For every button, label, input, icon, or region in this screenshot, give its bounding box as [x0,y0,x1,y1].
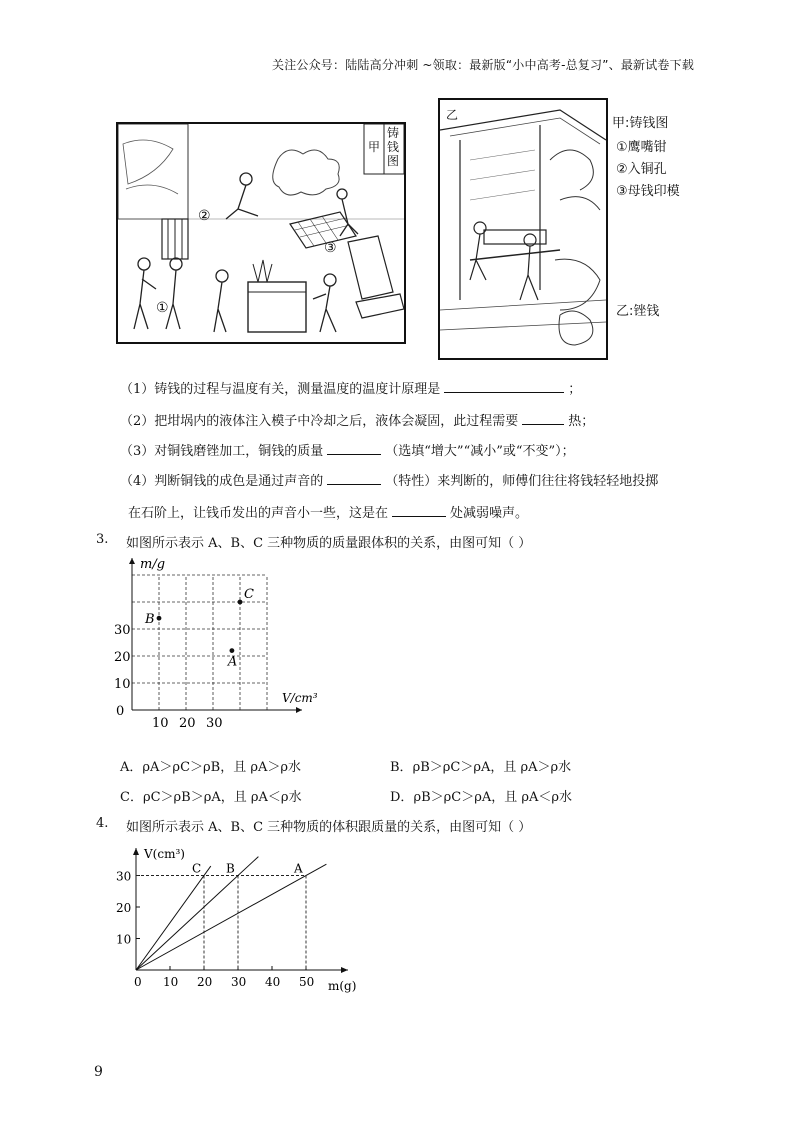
page-header: 关注公众号：陆陆高分冲刺 ~领取：最新版“小中高考-总复习”、最新试卷下载 [272,58,695,72]
q3-stem: 如图所示表示 A、B、C 三种物质的质量跟体积的关系，由图可知（ ） [126,536,532,551]
x-axis-label: V/cm³ [282,691,318,705]
legend-item-2: ②入铜孔 [616,162,667,177]
data-label-c: C [244,587,254,602]
x-tick-label: 40 [265,975,281,989]
x-tick-label: 10 [163,975,179,989]
q4-number: 4. [96,816,109,831]
legend-item-1: ①鹰嘴钳 [616,140,667,155]
casting-illustration [116,122,406,344]
q2-item-5: 在石阶上，让钱币发出的声音小一些，这是在 处减弱噪声。 [128,502,528,521]
q2-item-3: （3）对铜钱磨锉加工，铜钱的质量 （选填“增大”“减小”或“不变”）； [120,440,575,459]
illustration-corner-label: 甲 [368,140,381,154]
data-point-b [157,616,162,621]
illustration-mark-2: ② [198,208,211,224]
y-tick-label: 30 [114,623,131,638]
answer-blank[interactable] [392,503,446,517]
q2-item-2: （2）把坩埚内的液体注入模子中冷却之后，液体会凝固，此过程需要 热； [120,410,594,429]
y-axis-label: V(cm³) [144,847,185,861]
illustration-mark-3: ③ [324,240,337,256]
x-tick-label: 20 [197,975,213,989]
data-point-a [230,648,235,653]
y-axis-label: m/g [140,557,166,572]
legend-bottom: 乙:锉钱 [616,304,660,319]
y-tick-label: 20 [114,650,131,665]
filing-illustration [438,98,608,360]
series-line-c [136,866,211,970]
legend-item-3: ③母钱印模 [616,184,680,199]
x-tick-label: 10 [152,716,169,731]
series-line-a [136,861,326,970]
q4-stem: 如图所示表示 A、B、C 三种物质的体积跟质量的关系，由图可知（ ） [126,820,532,835]
y-tick-label: 20 [116,901,132,915]
x-tick-label: 30 [231,975,247,989]
filing-scene [440,100,606,358]
data-point-c [238,600,243,605]
y-axis-arrow [129,558,135,564]
answer-blank[interactable] [327,471,381,485]
y-tick-label: 30 [116,869,132,884]
mass-volume-chart [110,552,350,732]
q3-number: 3. [96,532,109,547]
answer-blank[interactable] [444,379,564,393]
q2-item-1: （1）铸钱的过程与温度有关，测量温度的温度计原理是 ； [120,378,581,397]
q3-option-b[interactable]: B．ρB＞ρC＞ρA，且 ρA＞ρ水 [390,760,572,775]
page-number: 9 [94,1064,103,1080]
origin-label: 0 [134,975,142,989]
series-label-c: C [192,861,202,876]
data-label-a: A [227,654,238,670]
illustration-mark-1: ① [156,300,169,316]
y-axis-arrow [133,848,139,855]
x-tick-label: 50 [299,975,315,989]
q3-option-d[interactable]: D．ρB＞ρC＞ρA，且 ρA＜ρ水 [390,790,573,805]
answer-blank[interactable] [327,441,381,455]
x-tick-label: 30 [206,716,223,731]
illustration-title: 铸钱图 [387,126,400,168]
illustration-corner-label-right: 乙 [446,108,459,122]
answer-blank[interactable] [522,411,564,425]
x-axis-label: m(g) [328,979,357,993]
data-label-b: B [145,612,155,628]
q3-option-a[interactable]: A．ρA＞ρC＞ρB，且 ρA＞ρ水 [120,760,302,775]
series-label-a: A [294,861,303,876]
volume-mass-chart [108,840,378,1000]
x-axis-arrow [296,707,302,713]
q2-item-4: （4）判断铜钱的成色是通过声音的 （特性）来判断的，师傅们往往将钱轻轻地投掷 [120,470,658,489]
x-axis-arrow [341,967,348,973]
y-tick-label: 10 [116,932,132,947]
series-label-b: B [226,861,235,876]
y-tick-label: 10 [114,677,131,692]
x-tick-label: 20 [179,716,196,731]
legend-title: 甲:铸钱图 [612,116,669,131]
q3-option-c[interactable]: C．ρC＞ρB＞ρA，且 ρA＜ρ水 [120,790,302,805]
origin-label: 0 [116,704,125,719]
